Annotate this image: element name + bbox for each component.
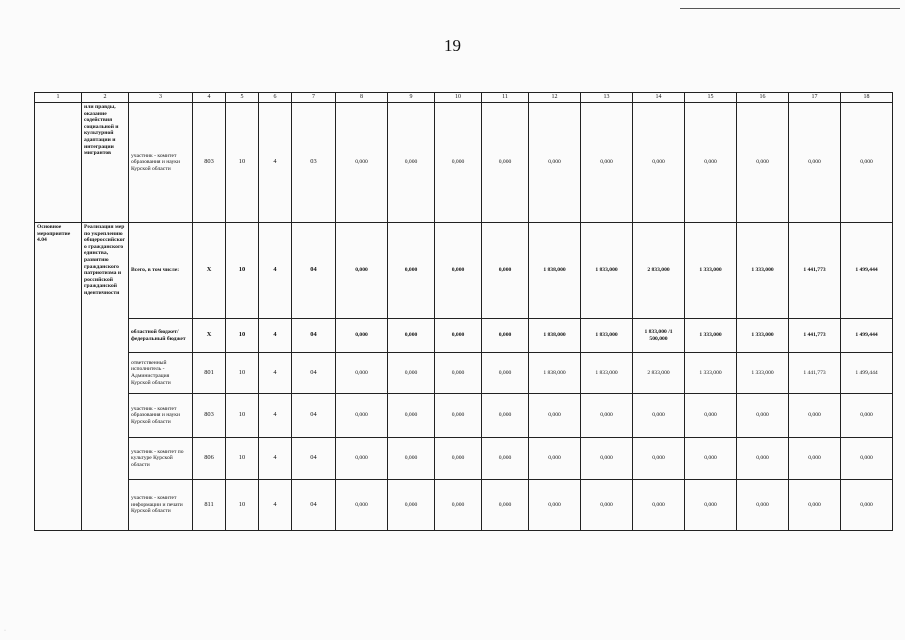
code-cell: 4 (259, 438, 292, 480)
table-row (35, 353, 893, 394)
value-cell: 1 333,000 (737, 223, 789, 319)
value-cell: 0,000 (482, 394, 529, 438)
column-number: 11 (482, 93, 529, 103)
value-cell: 1 333,000 (685, 319, 737, 353)
value-cell: 0,000 (841, 438, 893, 480)
value-cell: 1 333,000 (685, 223, 737, 319)
code-cell: 4 (259, 223, 292, 319)
value-cell: 1 333,000 (685, 353, 737, 394)
value-cell: 1 333,000 (737, 353, 789, 394)
value-cell: 0,000 (685, 480, 737, 531)
top-rule (680, 8, 900, 9)
value-cell: 0,000 (789, 103, 841, 223)
column-number: 1 (35, 93, 82, 103)
value-cell: 0,000 (529, 480, 581, 531)
table-row (35, 394, 893, 438)
code-cell: 4 (259, 103, 292, 223)
value-cell: 0,000 (388, 353, 435, 394)
value-cell: 1 833,000 /1 500,000 (633, 319, 685, 353)
value-cell: 0,000 (482, 223, 529, 319)
value-cell: 0,000 (685, 438, 737, 480)
measure-description: Реализация мер по укреплению общероссийского гражданского единства, развитию гражданского патриотизма и российской гражданской идентичности (82, 223, 129, 531)
column-number: 3 (129, 93, 193, 103)
value-cell: 0,000 (789, 438, 841, 480)
column-number-row (35, 93, 893, 103)
table-row (35, 438, 893, 480)
value-cell: 0,000 (633, 394, 685, 438)
column-number: 16 (737, 93, 789, 103)
value-cell: 0,000 (435, 480, 482, 531)
value-cell: 0,000 (633, 103, 685, 223)
code-cell: 10 (226, 438, 259, 480)
code-cell: 4 (259, 394, 292, 438)
value-cell: 0,000 (435, 438, 482, 480)
code-cell: X (193, 319, 226, 353)
value-cell: 0,000 (388, 223, 435, 319)
value-cell: 0,000 (482, 103, 529, 223)
value-cell: 0,000 (482, 319, 529, 353)
code-cell: 04 (292, 480, 336, 531)
value-cell: 0,000 (841, 103, 893, 223)
row-executor: участник - комитет по культуре Курской области (129, 438, 193, 480)
value-cell: 0,000 (482, 480, 529, 531)
code-cell: 803 (193, 103, 226, 223)
code-cell: 04 (292, 223, 336, 319)
value-cell: 0,000 (336, 353, 388, 394)
value-cell: 0,000 (336, 223, 388, 319)
value-cell: 0,000 (581, 438, 633, 480)
value-cell: 0,000 (737, 480, 789, 531)
value-cell: 1 838,000 (529, 319, 581, 353)
code-cell: 04 (292, 319, 336, 353)
column-number: 17 (789, 93, 841, 103)
value-cell: 0,000 (336, 480, 388, 531)
column-number: 4 (193, 93, 226, 103)
value-cell: 0,000 (529, 438, 581, 480)
budget-table (34, 92, 893, 531)
value-cell: 1 499,444 (841, 223, 893, 319)
table-row (35, 480, 893, 531)
code-cell: 4 (259, 319, 292, 353)
value-cell: 0,000 (581, 394, 633, 438)
table-row (35, 223, 893, 319)
value-cell: 0,000 (789, 394, 841, 438)
row-executor: Всего, в том числе: (129, 223, 193, 319)
value-cell: 0,000 (388, 438, 435, 480)
row-executor: ответственный исполнитель - Администрация Курской области (129, 353, 193, 394)
value-cell: 0,000 (435, 103, 482, 223)
column-number: 5 (226, 93, 259, 103)
measure-label: Основное мероприятие 4.04 (35, 223, 82, 531)
value-cell: 2 833,000 (633, 353, 685, 394)
code-cell: 801 (193, 353, 226, 394)
value-cell: 1 833,000 (581, 353, 633, 394)
value-cell: 1 833,000 (581, 223, 633, 319)
column-number: 14 (633, 93, 685, 103)
value-cell: 0,000 (633, 480, 685, 531)
value-cell: 0,000 (482, 438, 529, 480)
value-cell: 0,000 (336, 103, 388, 223)
code-cell: 10 (226, 223, 259, 319)
row-executor: областной бюджет/ федеральный бюджет (129, 319, 193, 353)
value-cell: 1 833,000 (581, 319, 633, 353)
value-cell: 1 333,000 (737, 319, 789, 353)
value-cell: 0,000 (841, 394, 893, 438)
value-cell: 0,000 (435, 353, 482, 394)
value-cell: 0,000 (789, 480, 841, 531)
code-cell: 4 (259, 353, 292, 394)
column-number: 2 (82, 93, 129, 103)
value-cell: 0,000 (529, 394, 581, 438)
value-cell: 0,000 (737, 394, 789, 438)
code-cell: 806 (193, 438, 226, 480)
value-cell: 0,000 (737, 103, 789, 223)
column-number: 18 (841, 93, 893, 103)
value-cell: 2 833,000 (633, 223, 685, 319)
column-number: 12 (529, 93, 581, 103)
code-cell: 10 (226, 353, 259, 394)
code-cell: 811 (193, 480, 226, 531)
table-row (35, 103, 893, 223)
value-cell: 0,000 (529, 103, 581, 223)
value-cell: 1 441,773 (789, 223, 841, 319)
page-number: 19 (444, 36, 461, 55)
value-cell: 0,000 (336, 394, 388, 438)
value-cell: 0,000 (841, 480, 893, 531)
column-number: 13 (581, 93, 633, 103)
row-description: или правды, оказание содействия социальной и культурной адаптации и интеграции мигрантов (82, 103, 129, 223)
value-cell: 0,000 (435, 223, 482, 319)
value-cell: 0,000 (388, 480, 435, 531)
value-cell: 0,000 (685, 103, 737, 223)
table-row (35, 319, 893, 353)
code-cell: 04 (292, 394, 336, 438)
code-cell: 04 (292, 438, 336, 480)
code-cell: 10 (226, 319, 259, 353)
value-cell: 0,000 (336, 438, 388, 480)
code-cell: 04 (292, 353, 336, 394)
value-cell: 0,000 (685, 394, 737, 438)
code-cell: 4 (259, 480, 292, 531)
value-cell: 0,000 (336, 319, 388, 353)
value-cell: 0,000 (388, 103, 435, 223)
value-cell: 0,000 (581, 480, 633, 531)
code-cell: 10 (226, 103, 259, 223)
value-cell: 0,000 (482, 353, 529, 394)
row-executor: участник - комитет информации и печати Курской области (129, 480, 193, 531)
value-cell: 0,000 (435, 394, 482, 438)
column-number: 9 (388, 93, 435, 103)
row-executor: участник - комитет образования и науки Курской области (129, 103, 193, 223)
value-cell: 0,000 (737, 438, 789, 480)
value-cell: 0,000 (388, 394, 435, 438)
value-cell: 0,000 (633, 438, 685, 480)
code-cell: 03 (292, 103, 336, 223)
value-cell: 1 838,000 (529, 353, 581, 394)
column-number: 8 (336, 93, 388, 103)
value-cell: 0,000 (435, 319, 482, 353)
value-cell: 0,000 (388, 319, 435, 353)
value-cell: 1 499,444 (841, 353, 893, 394)
column-number: 6 (259, 93, 292, 103)
column-number: 10 (435, 93, 482, 103)
column-number: 7 (292, 93, 336, 103)
row-executor: участник - комитет образования и науки Курской области (129, 394, 193, 438)
table-cell (35, 103, 82, 223)
page-corner-mark: · (4, 628, 6, 634)
value-cell: 1 499,444 (841, 319, 893, 353)
code-cell: X (193, 223, 226, 319)
value-cell: 1 441,773 (789, 319, 841, 353)
code-cell: 803 (193, 394, 226, 438)
value-cell: 0,000 (581, 103, 633, 223)
code-cell: 10 (226, 480, 259, 531)
value-cell: 1 441,773 (789, 353, 841, 394)
value-cell: 1 838,000 (529, 223, 581, 319)
table-body (35, 93, 893, 531)
code-cell: 10 (226, 394, 259, 438)
column-number: 15 (685, 93, 737, 103)
